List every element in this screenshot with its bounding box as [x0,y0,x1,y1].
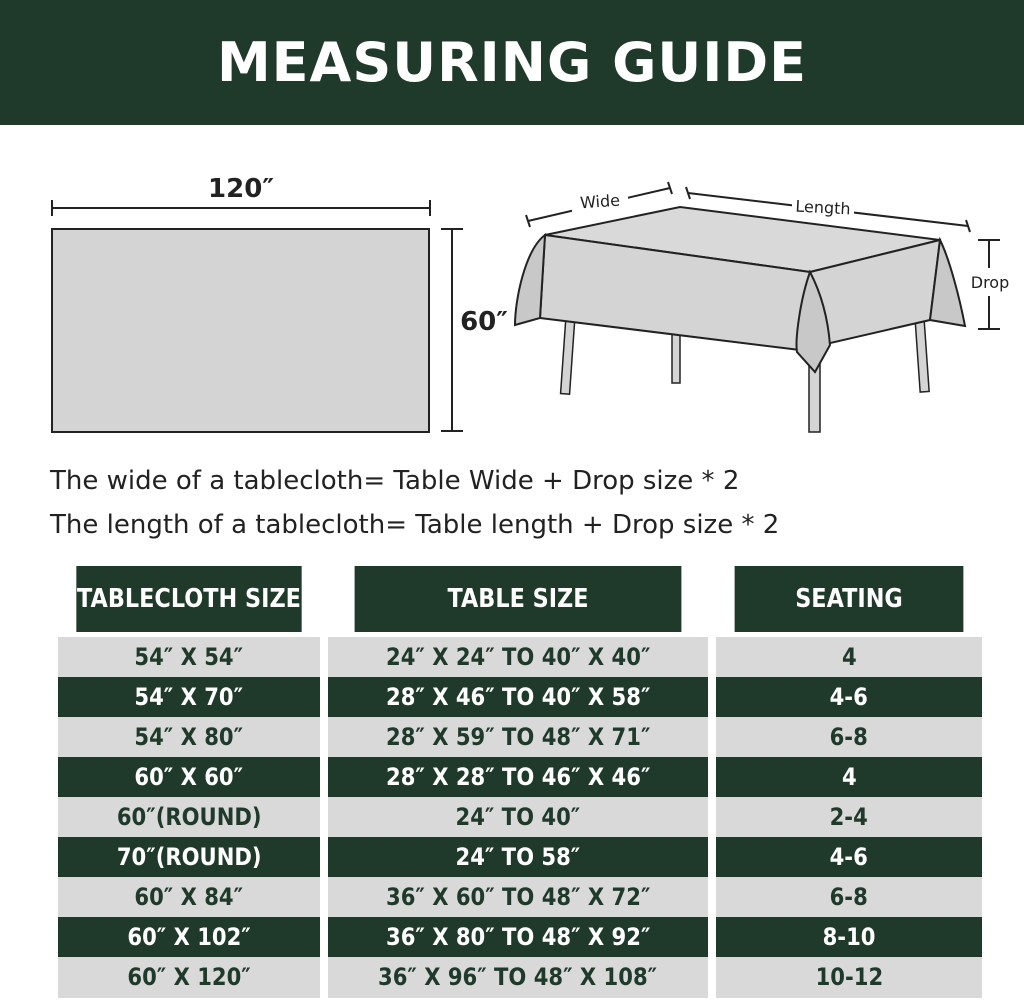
seating-cell: 6-8 [716,877,982,918]
seating-cell: 4-6 [716,837,982,878]
table-row [58,757,982,798]
tablecloth-size-cell: 54″ X 70″ [58,677,320,718]
table-size-cell: 28″ X 59″ TO 48″ X 71″ [328,717,708,758]
flat-width-label: 120″ [208,174,274,204]
drop-label: Drop [970,273,1010,292]
column-header-table-size: TABLE SIZE [355,566,682,632]
covered-table-illustration [515,182,1009,432]
seating-cell: 4 [716,637,982,678]
length-formula: The length of a tablecloth= Table length + Drop size * 2 [50,510,780,540]
table-size-cell: 28″ X 28″ TO 46″ X 46″ [328,757,708,798]
measuring-diagram [0,125,1024,455]
tablecloth-size-cell: 60″ X 60″ [58,757,320,798]
tablecloth-size-cell: 60″(ROUND) [58,797,320,838]
tablecloth-rectangle [52,229,429,432]
seating-cell: 10-12 [716,957,982,998]
tablecloth-size-cell: 54″ X 80″ [58,717,320,758]
table-size-cell: 28″ X 46″ TO 40″ X 58″ [328,677,708,718]
table-row [58,677,982,718]
table-size-cell: 36″ X 80″ TO 48″ X 92″ [328,917,708,958]
seating-cell: 2-4 [716,797,982,838]
wide-label: Wide [579,190,621,213]
table-row [58,877,982,918]
column-header-seating: SEATING [735,566,964,632]
tablecloth-size-cell: 60″ X 102″ [58,917,320,958]
flat-height-label: 60″ [460,307,508,337]
table-row [58,837,982,878]
table-row [58,637,982,678]
table-row [58,957,982,998]
seating-cell: 4-6 [716,677,982,718]
wide-formula: The wide of a tablecloth= Table Wide + Drop size * 2 [50,466,740,496]
tablecloth-size-cell: 70″(ROUND) [58,837,320,878]
table-size-cell: 24″ TO 40″ [328,797,708,838]
table-row [58,717,982,758]
table-size-cell: 24″ TO 58″ [328,837,708,878]
column-header-tablecloth-size: TABLECLOTH SIZE [76,566,301,632]
seating-cell: 6-8 [716,717,982,758]
tablecloth-size-cell: 54″ X 54″ [58,637,320,678]
table-size-cell: 36″ X 96″ TO 48″ X 108″ [328,957,708,998]
page-title: MEASURING GUIDE [216,31,808,94]
tablecloth-size-cell: 60″ X 84″ [58,877,320,918]
size-table [58,566,982,998]
length-label: Length [794,196,852,219]
table-size-cell: 24″ X 24″ TO 40″ X 40″ [328,637,708,678]
header-banner [0,0,1024,125]
seating-cell: 8-10 [716,917,982,958]
table-row [58,797,982,838]
tablecloth-size-cell: 60″ X 120″ [58,957,320,998]
table-size-cell: 36″ X 60″ TO 48″ X 72″ [328,877,708,918]
flat-tablecloth-illustration [52,174,508,432]
seating-cell: 4 [716,757,982,798]
table-row [58,917,982,958]
